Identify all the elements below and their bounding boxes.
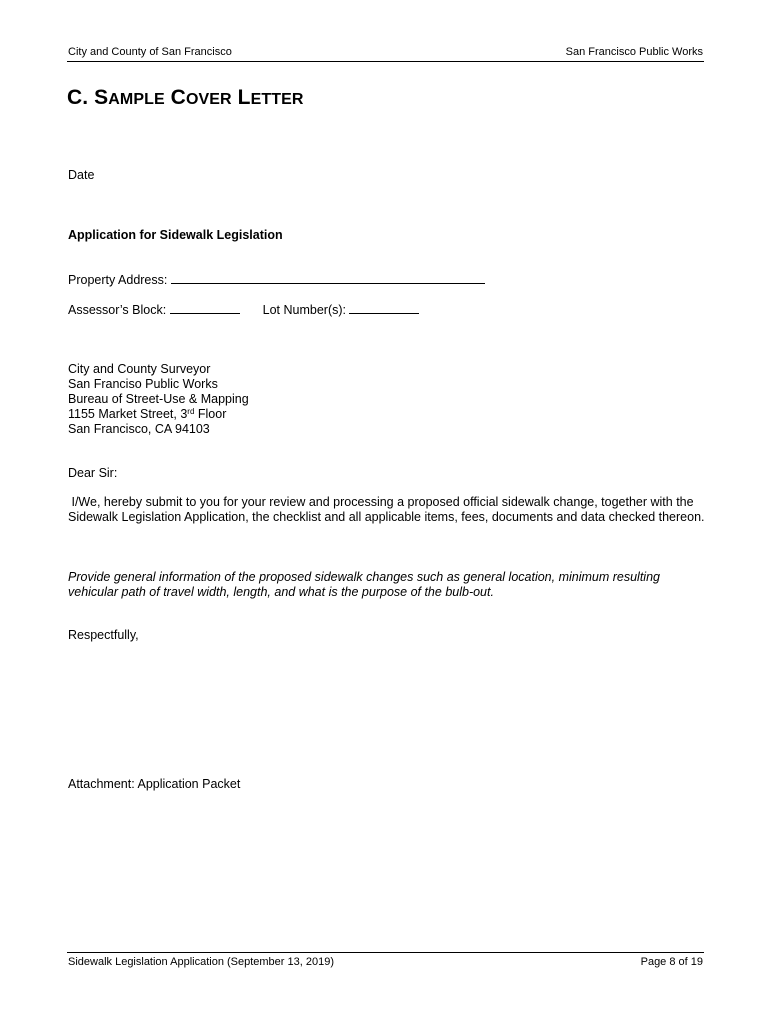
title-part-letter: ETTER: [250, 91, 304, 108]
subject-line: Application for Sidewalk Legislation: [68, 228, 283, 242]
assessor-row: [68, 302, 419, 318]
assessors-block-label: Assessor’s Block:: [68, 303, 167, 317]
footer-document-title: Sidewalk Legislation Application (September 13, 2019): [68, 956, 334, 968]
recipient-address: [68, 362, 249, 437]
header-department: San Francisco Public Works: [565, 46, 703, 58]
title-l-letter: L: [231, 86, 251, 109]
page-number: Page 8 of 19: [640, 956, 703, 968]
title-part-sample: AMPLE: [108, 91, 165, 108]
recipient-line: City and County Surveyor: [68, 362, 211, 376]
header-divider: [67, 61, 704, 62]
footer-divider: [67, 952, 704, 953]
header-organization: City and County of San Francisco: [68, 46, 232, 58]
salutation: Dear Sir:: [68, 466, 118, 480]
body-paragraph: I/We, hereby submit to you for your review and processing a proposed official sidewalk change, together with the Sidewalk Legislation Application, the checklist and all applicable items, fees, documents and data checked thereon.: [68, 495, 705, 524]
instruction-paragraph: Provide general information of the proposed sidewalk changes such as general location, minimum resulting vehicular path of travel width, length, and what is the purpose of the bulb-out.: [68, 570, 660, 599]
recipient-line: San Franciso Public Works: [68, 377, 218, 391]
title-c-letter: C: [164, 86, 186, 109]
title-prefix: C. S: [67, 86, 109, 109]
recipient-line: Bureau of Street-Use & Mapping: [68, 392, 249, 406]
page-title: [67, 86, 304, 110]
recipient-line: [68, 407, 249, 422]
floor-word: Floor: [194, 407, 227, 421]
property-address-label: Property Address:: [68, 273, 168, 287]
attachment-note: Attachment: Application Packet: [68, 777, 241, 791]
lot-numbers-field[interactable]: [349, 302, 419, 314]
street-address: 1155 Market Street, 3: [68, 407, 188, 421]
recipient-line: San Francisco, CA 94103: [68, 422, 210, 436]
property-address-field[interactable]: [171, 272, 485, 284]
lot-numbers-label: Lot Number(s):: [262, 303, 346, 317]
property-address-row: [68, 272, 485, 288]
date-label: Date: [68, 168, 95, 182]
title-part-cover: OVER: [185, 91, 232, 108]
assessors-block-field[interactable]: [170, 302, 240, 314]
floor-ordinal: rd: [187, 407, 195, 416]
closing: Respectfully,: [68, 628, 139, 642]
